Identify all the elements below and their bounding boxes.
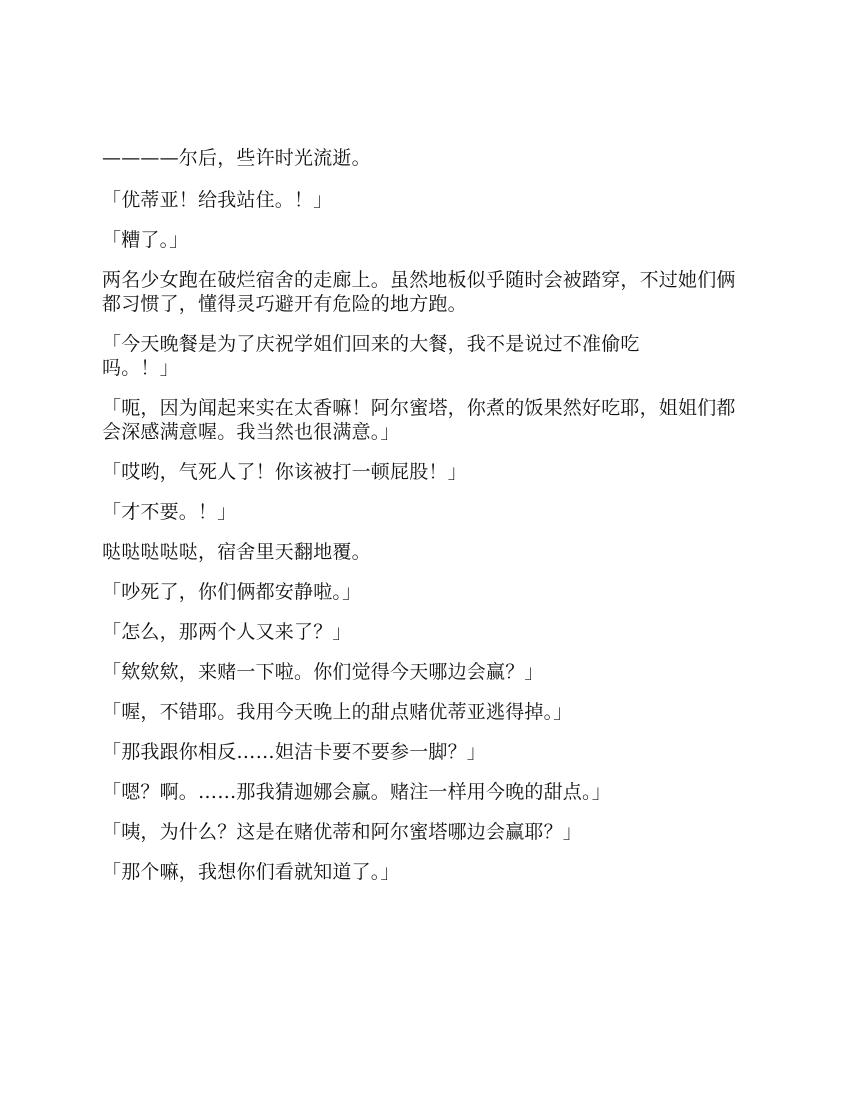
dialogue-paragraph: 「优蒂亚！给我站住。！」 — [102, 189, 333, 211]
dialogue-paragraph: 「才不要。！」 — [102, 501, 237, 523]
dialogue-paragraph: 「怎么，那两个人又来了？」 — [102, 621, 352, 643]
dialogue-paragraph: 「那我跟你相反……妲洁卡要不要参一脚？」 — [102, 741, 487, 763]
narration-paragraph: 两名少女跑在破烂宿舍的走廊上。虽然地板似乎随时会被踏穿，不过她们俩都习惯了，懂得灵巧避开有危险的地方跑。 — [102, 269, 736, 315]
dialogue-paragraph: 「哎哟，气死人了！你该被打一顿屁股！」 — [102, 461, 467, 483]
dialogue-paragraph: 「欸欸欸，来赌一下啦。你们觉得今天哪边会赢？」 — [102, 661, 544, 683]
dialogue-paragraph: 「呃，因为闻起来实在太香嘛！阿尔蜜塔，你煮的饭果然好吃耶，姐姐们都会深感满意喔。我当然也很满意。」 — [102, 397, 736, 443]
dialogue-paragraph: 「咦，为什么？这是在赌优蒂和阿尔蜜塔哪边会赢耶？」 — [102, 821, 583, 843]
dialogue-paragraph: 「糟了。」 — [102, 229, 189, 251]
dialogue-paragraph: 「那个嘛，我想你们看就知道了。」 — [102, 861, 400, 883]
dialogue-paragraph: 「今天晚餐是为了庆祝学姐们回来的大餐，我不是说过不准偷吃 吗。！」 — [102, 333, 640, 379]
narration-paragraph: ————尔后，些许时光流逝。 — [102, 147, 371, 169]
body-text — [102, 146, 752, 900]
dialogue-paragraph: 「吵死了，你们俩都安静啦。」 — [102, 581, 362, 603]
dialogue-paragraph: 「嗯？啊。……那我猜迦娜会赢。赌注一样用今晚的甜点。」 — [102, 781, 611, 803]
dialogue-paragraph: 「喔，不错耶。我用今天晚上的甜点赌优蒂亚逃得掉。」 — [102, 701, 573, 723]
narration-paragraph: 哒哒哒哒哒，宿舍里天翻地覆。 — [102, 541, 371, 563]
